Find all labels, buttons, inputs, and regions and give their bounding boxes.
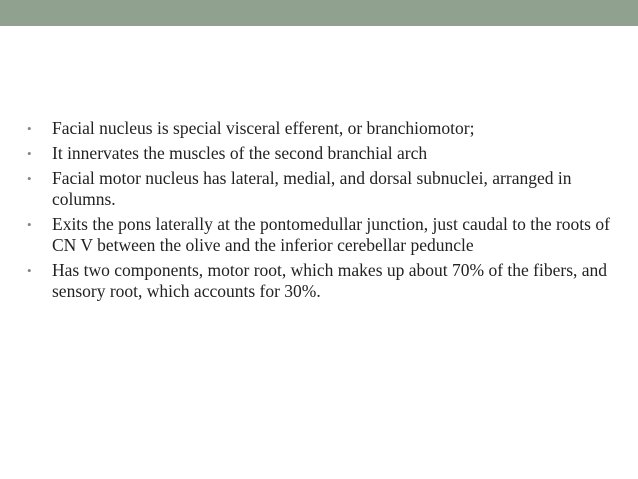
- bullet-icon: •: [27, 146, 32, 161]
- list-item: [24, 143, 624, 164]
- bullet-text: Facial nucleus is special visceral efferent, or branchiomotor;: [52, 118, 475, 138]
- bullet-text: Has two components, motor root, which makes up about 70% of the fibers, and sensory root, which accounts for 30%.: [52, 260, 608, 301]
- top-accent-bar: [0, 0, 638, 26]
- list-item: [24, 260, 624, 302]
- list-item: [24, 168, 624, 210]
- list-item: [24, 118, 624, 139]
- bullet-icon: •: [27, 217, 32, 232]
- bullet-icon: •: [27, 263, 32, 278]
- bullet-list: [24, 118, 624, 306]
- list-item: [24, 214, 624, 256]
- bullet-icon: •: [27, 121, 32, 136]
- bullet-text: Facial motor nucleus has lateral, medial, and dorsal subnuclei, arranged in columns.: [52, 168, 572, 209]
- bullet-text: It innervates the muscles of the second branchial arch: [52, 143, 428, 163]
- bullet-icon: •: [27, 171, 32, 186]
- bullet-text: Exits the pons laterally at the pontomedullar junction, just caudal to the roots of CN V between the olive and the inferior cerebellar peduncle: [52, 214, 610, 255]
